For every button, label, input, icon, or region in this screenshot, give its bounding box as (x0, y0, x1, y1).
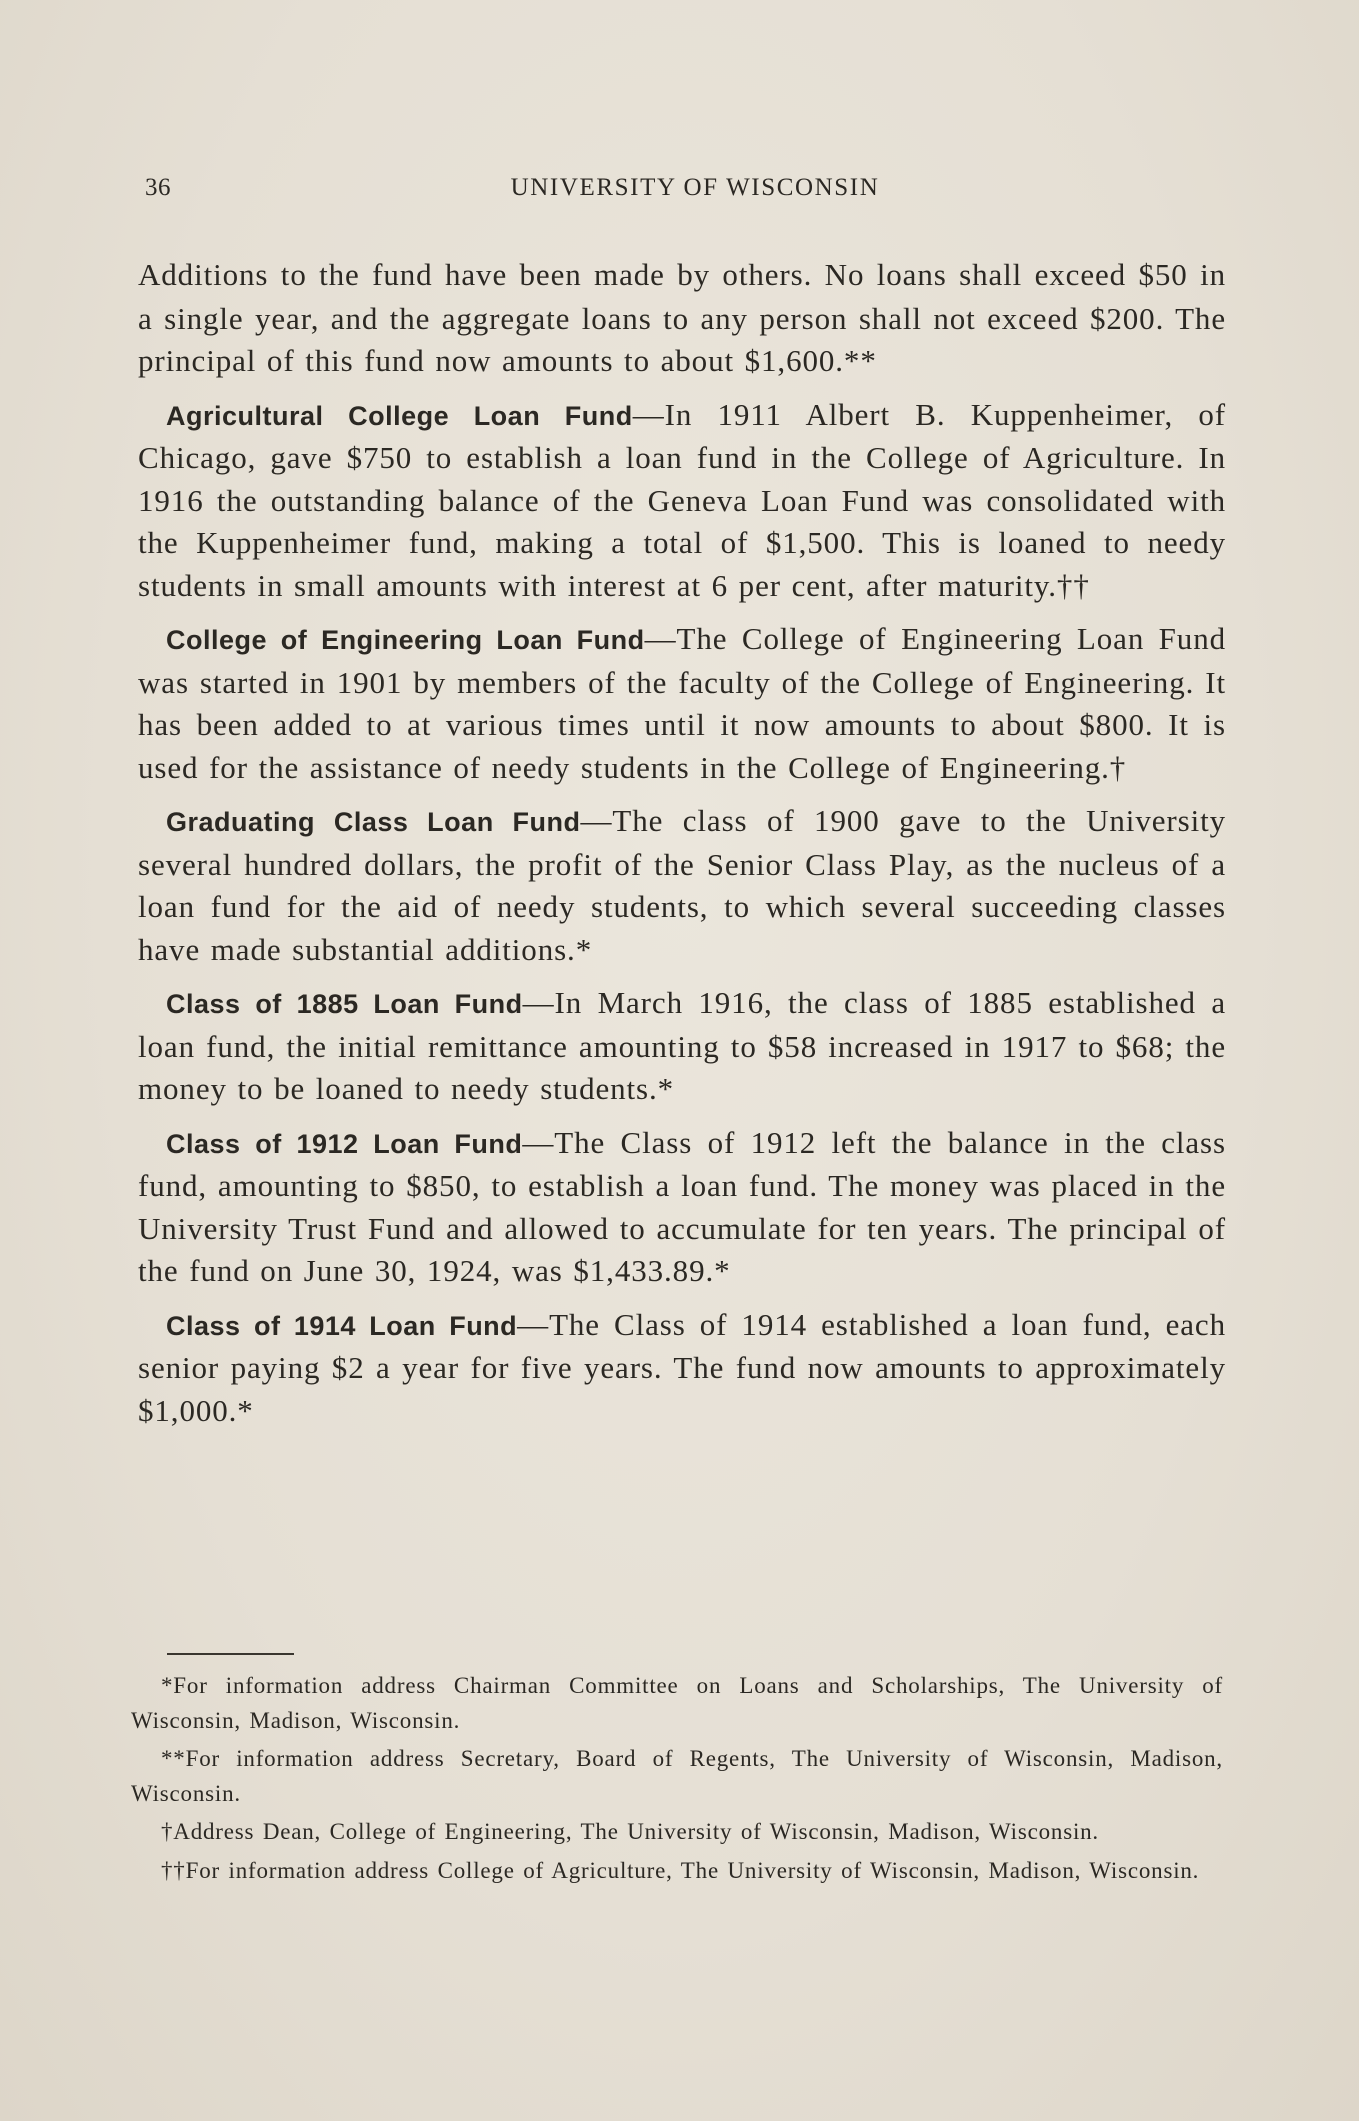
running-head: UNIVERSITY OF WISCONSIN (510, 174, 880, 201)
paragraph-text: —The Class of 1914 established a loan fund, each senior paying $2 a year for five years. The fund now amounts to approximately $1,000.* (138, 1306, 1226, 1428)
paragraph-heading: Class of 1912 Loan Fund (166, 1128, 523, 1159)
footnote-double-asterisk: **For information address Secretary, Board of Regents, The University of Wisconsin, Madison, Wisconsin. (131, 1746, 1223, 1806)
paragraph-heading: Agricultural College Loan Fund (166, 400, 633, 431)
paragraph-text: —The Class of 1912 left the balance in the class fund, amounting to $850, to establish a loan fund. The money was placed in the University Trust Fund and allowed to accumulate for ten years. The principal of the fund on June 30, 1924, was $1,433.89.* (138, 1124, 1226, 1288)
footnote-divider (167, 1653, 294, 1655)
paragraph-heading: College of Engineering Loan Fund (166, 625, 645, 655)
footnote-single-dagger: †Address Dean, College of Engineering, The University of Wisconsin, Madison, Wisconsin. (161, 1819, 1099, 1844)
paragraph-text: —The class of 1900 gave to the University several hundred dollars, the profit of the Senior Class Play, as the nucleus of a loan fund for the aid of needy students, to which several succeeding classes have made substantial additions.* (138, 803, 1226, 967)
paragraph-graduating-class-loan-fund (138, 800, 1226, 971)
body-text (138, 254, 1226, 1443)
page-header (145, 174, 1225, 214)
page-number: 36 (145, 174, 171, 201)
paragraph-text: —The College of Engineering Loan Fund was started in 1901 by members of the faculty of the College of Engineering. It has been added to at various times until it now amounts to about $800. It is used for the assistance of needy students in the College of Engineering.† (138, 621, 1226, 785)
footnotes (131, 1669, 1223, 1892)
paragraph-fund-additions (138, 254, 1226, 383)
paragraph-heading: Class of 1914 Loan Fund (166, 1310, 518, 1341)
paragraph-text: —In March 1916, the class of 1885 established a loan fund, the initial remittance amounting to $58 increased in 1917 to $68; the money to be loaned to needy students.* (138, 985, 1226, 1106)
paragraph-text: Additions to the fund have been made by others. No loans shall exceed $50 in a single year, and the aggregate loans to any person shall not exceed $200. The principal of this fund now amounts to about $1,600.** (138, 257, 1226, 378)
paragraph-class-of-1912-loan-fund (138, 1122, 1226, 1293)
footnote-double-dagger: ††For information address College of Agriculture, The University of Wisconsin, Madison, Wisconsin. (161, 1857, 1200, 1883)
paragraph-heading: Graduating Class Loan Fund (166, 807, 581, 837)
paragraph-agricultural-college-loan-fund (138, 394, 1226, 608)
paragraph-text: —In 1911 Albert B. Kuppenheimer, of Chicago, gave $750 to establish a loan fund in the College of Agriculture. In 1916 the outstanding balance of the Geneva Loan Fund was consolidated with the Kuppenheimer fund, making a total of $1,500. This is loaned to needy students in small amounts with interest at 6 per cent, after maturity.†† (138, 396, 1226, 603)
paragraph-college-of-engineering-loan-fund (138, 618, 1226, 789)
paragraph-heading: Class of 1885 Loan Fund (166, 989, 523, 1019)
paragraph-class-of-1914-loan-fund (138, 1304, 1226, 1433)
paragraph-class-of-1885-loan-fund (138, 982, 1226, 1111)
footnote-single-asterisk: *For information address Chairman Committee on Loans and Scholarships, The University of Wisconsin, Madison, Wisconsin. (131, 1673, 1223, 1733)
